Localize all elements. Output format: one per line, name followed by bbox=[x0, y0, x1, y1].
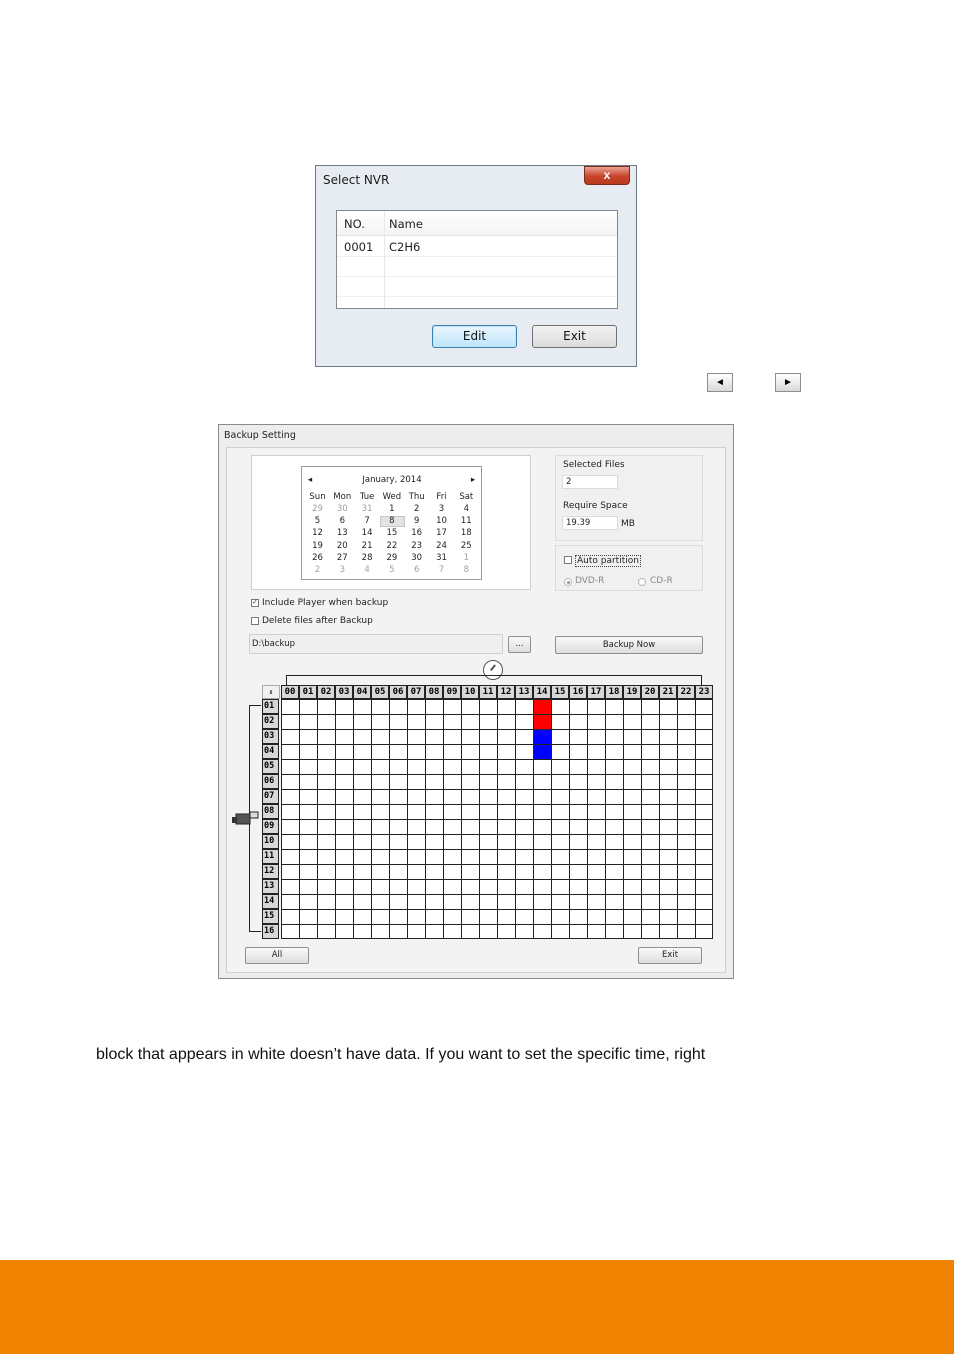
calendar-day[interactable]: 24 bbox=[436, 540, 447, 551]
selected-files-label: Selected Files bbox=[563, 460, 625, 470]
channel-header[interactable]: 11 bbox=[262, 849, 279, 864]
hour-header[interactable]: 22 bbox=[677, 685, 695, 699]
calendar-day[interactable]: 15 bbox=[386, 528, 398, 539]
calendar-day[interactable]: 26 bbox=[312, 552, 323, 563]
sort-icon[interactable]: ⇕ bbox=[262, 685, 280, 699]
calendar-day[interactable]: 16 bbox=[411, 528, 423, 539]
calendar-day[interactable]: 10 bbox=[436, 516, 447, 527]
channel-header[interactable]: 14 bbox=[262, 894, 279, 909]
calendar-day[interactable]: 13 bbox=[336, 528, 348, 539]
backup-now-button[interactable]: Backup Now bbox=[555, 636, 703, 654]
include-player-checkbox[interactable]: ✓ bbox=[252, 599, 258, 606]
calendar-day[interactable]: 1 bbox=[389, 504, 395, 514]
dvd-label: DVD-R bbox=[575, 576, 605, 586]
channel-header[interactable]: 07 bbox=[262, 789, 279, 804]
calendar-day[interactable]: 29 bbox=[312, 504, 323, 514]
schedule-cells[interactable] bbox=[281, 699, 713, 939]
hour-header[interactable]: 14 bbox=[533, 685, 551, 699]
auto-partition-label: Auto partition bbox=[577, 556, 639, 566]
hour-header[interactable]: 08 bbox=[425, 685, 443, 699]
weekday-label: Wed bbox=[382, 492, 402, 502]
hour-header[interactable]: 21 bbox=[659, 685, 677, 699]
list-header bbox=[337, 211, 617, 236]
weekday-label: Sun bbox=[309, 492, 326, 502]
hour-header[interactable]: 09 bbox=[443, 685, 461, 699]
hour-header[interactable]: 16 bbox=[569, 685, 587, 699]
calendar-prev-icon[interactable]: ◂ bbox=[307, 475, 313, 485]
hour-header[interactable]: 19 bbox=[623, 685, 641, 699]
channel-header[interactable]: 10 bbox=[262, 834, 279, 849]
browse-button[interactable]: ... bbox=[508, 636, 531, 653]
calendar-day[interactable]: 2 bbox=[314, 565, 321, 575]
channel-header[interactable]: 01 bbox=[262, 699, 279, 714]
hour-header[interactable]: 06 bbox=[389, 685, 407, 699]
channel-header[interactable]: 08 bbox=[262, 804, 279, 819]
calendar-day[interactable]: 30 bbox=[336, 504, 348, 514]
hour-header[interactable]: 10 bbox=[461, 685, 479, 699]
calendar-day[interactable]: 5 bbox=[389, 565, 395, 575]
calendar-day[interactable]: 5 bbox=[314, 516, 321, 527]
recorded-block[interactable] bbox=[534, 700, 551, 714]
calendar-day[interactable]: 2 bbox=[413, 504, 420, 514]
hour-header[interactable]: 07 bbox=[407, 685, 425, 699]
selected-files-value: 2 bbox=[562, 475, 618, 489]
select-all-button[interactable]: All bbox=[245, 947, 309, 964]
select-nvr-dialog bbox=[315, 165, 637, 367]
weekday-label: Fri bbox=[436, 492, 447, 502]
calendar-day[interactable]: 8 bbox=[463, 565, 469, 575]
calendar-day[interactable]: 21 bbox=[361, 540, 373, 551]
hour-bracket bbox=[286, 675, 702, 685]
backup-path-input[interactable]: D:\backup bbox=[249, 634, 503, 654]
weekday-label: Thu bbox=[408, 492, 425, 502]
prev-arrow-button[interactable]: ◄ bbox=[707, 373, 733, 392]
hour-header[interactable]: 02 bbox=[317, 685, 335, 699]
calendar-day[interactable]: 31 bbox=[436, 552, 447, 563]
camera-icon bbox=[231, 809, 259, 829]
column-divider bbox=[384, 211, 385, 308]
delete-files-checkbox[interactable] bbox=[251, 617, 259, 625]
calendar-day[interactable]: 19 bbox=[312, 540, 323, 551]
weekday-label: Tue bbox=[359, 492, 375, 502]
calendar-day[interactable]: 3 bbox=[438, 504, 445, 514]
hour-header[interactable]: 05 bbox=[371, 685, 389, 699]
nvr-list bbox=[336, 210, 618, 309]
hour-header[interactable]: 04 bbox=[353, 685, 371, 699]
calendar-day[interactable]: 4 bbox=[463, 504, 469, 514]
calendar-next-icon[interactable]: ▸ bbox=[470, 475, 476, 485]
calendar-day[interactable]: 31 bbox=[361, 504, 373, 514]
recorded-block[interactable] bbox=[534, 745, 551, 759]
channel-header[interactable]: 15 bbox=[262, 909, 279, 924]
calendar-day[interactable]: 29 bbox=[386, 552, 398, 563]
recorded-block[interactable] bbox=[534, 730, 551, 744]
next-arrow-button[interactable]: ► bbox=[775, 373, 801, 392]
hour-header[interactable]: 12 bbox=[497, 685, 515, 699]
exit-button[interactable]: Exit bbox=[532, 325, 617, 348]
calendar-day[interactable]: 25 bbox=[460, 540, 472, 551]
calendar-day[interactable]: 30 bbox=[411, 552, 423, 563]
channel-header[interactable]: 13 bbox=[262, 879, 279, 894]
calendar-day[interactable]: 12 bbox=[312, 528, 323, 539]
include-player-label: Include Player when backup bbox=[262, 598, 389, 608]
exit-button[interactable]: Exit bbox=[638, 947, 702, 964]
calendar-day[interactable]: 27 bbox=[336, 552, 348, 563]
auto-partition-checkbox[interactable] bbox=[564, 556, 572, 564]
row-divider bbox=[337, 276, 617, 277]
hour-header[interactable]: 23 bbox=[695, 685, 713, 699]
hour-header[interactable]: 13 bbox=[515, 685, 533, 699]
channel-header[interactable]: 04 bbox=[262, 744, 279, 759]
recorded-block[interactable] bbox=[534, 715, 551, 729]
column-name[interactable]: Name bbox=[389, 217, 423, 231]
calendar-day[interactable]: 3 bbox=[339, 565, 345, 575]
require-space-unit: MB bbox=[621, 519, 635, 529]
delete-files-label: Delete files after Backup bbox=[262, 616, 373, 626]
calendar-day[interactable]: 11 bbox=[460, 516, 472, 527]
dvd-radio[interactable] bbox=[564, 578, 572, 586]
column-no[interactable]: NO. bbox=[344, 217, 365, 231]
channel-header[interactable]: 06 bbox=[262, 774, 279, 789]
calendar-day[interactable]: 28 bbox=[361, 552, 373, 563]
dialog-title: Select NVR bbox=[323, 173, 390, 187]
weekday-label: Sat bbox=[459, 492, 474, 502]
footer-bar bbox=[0, 1260, 954, 1354]
calendar-day[interactable]: 17 bbox=[436, 528, 447, 539]
channel-header[interactable]: 05 bbox=[262, 759, 279, 774]
calendar-day[interactable]: 1 bbox=[463, 552, 469, 563]
calendar-day[interactable]: 7 bbox=[364, 516, 370, 527]
calendar-day[interactable]: 4 bbox=[364, 565, 370, 575]
hour-header[interactable]: 17 bbox=[587, 685, 605, 699]
cd-radio[interactable] bbox=[638, 578, 646, 586]
channel-header[interactable]: 09 bbox=[262, 819, 279, 834]
hour-header[interactable]: 15 bbox=[551, 685, 569, 699]
channel-header[interactable]: 16 bbox=[262, 924, 279, 939]
close-button[interactable]: x bbox=[584, 166, 630, 185]
hour-header[interactable]: 18 bbox=[605, 685, 623, 699]
nvr-number: 0001 bbox=[344, 240, 374, 254]
channel-header[interactable]: 12 bbox=[262, 864, 279, 879]
require-space-value: 19.39 bbox=[562, 516, 618, 530]
calendar-day[interactable]: 18 bbox=[460, 528, 472, 539]
require-space-label: Require Space bbox=[563, 501, 628, 511]
hour-header[interactable]: 03 bbox=[335, 685, 353, 699]
calendar-month-label: January, 2014 bbox=[362, 475, 422, 485]
hour-header[interactable]: 11 bbox=[479, 685, 497, 699]
hour-header[interactable]: 00 bbox=[281, 685, 299, 699]
row-divider bbox=[337, 296, 617, 297]
calendar-day[interactable]: 6 bbox=[339, 516, 345, 527]
calendar-day[interactable]: 8 bbox=[389, 516, 395, 527]
calendar-day[interactable]: 7 bbox=[438, 565, 445, 575]
calendar-day[interactable]: 20 bbox=[336, 540, 348, 551]
row-divider bbox=[337, 256, 617, 257]
nvr-name: C2H6 bbox=[389, 240, 421, 254]
calendar-day[interactable]: 14 bbox=[361, 528, 373, 539]
calendar[interactable] bbox=[301, 466, 482, 580]
dialog-title: Backup Setting bbox=[224, 430, 296, 441]
calendar-day[interactable]: 22 bbox=[386, 540, 398, 551]
calendar-day[interactable]: 23 bbox=[411, 540, 423, 551]
channel-header[interactable]: 02 bbox=[262, 714, 279, 729]
calendar-day[interactable]: 6 bbox=[413, 565, 420, 575]
body-text: block that appears in white doesn’t have data. If you want to set the specific time, right bbox=[96, 1046, 706, 1063]
edit-button[interactable]: Edit bbox=[432, 325, 517, 348]
hour-header[interactable]: 20 bbox=[641, 685, 659, 699]
calendar-day[interactable]: 9 bbox=[413, 516, 420, 527]
cd-label: CD-R bbox=[650, 576, 673, 586]
weekday-label: Mon bbox=[333, 492, 352, 502]
hour-header[interactable]: 01 bbox=[299, 685, 317, 699]
channel-header[interactable]: 03 bbox=[262, 729, 279, 744]
